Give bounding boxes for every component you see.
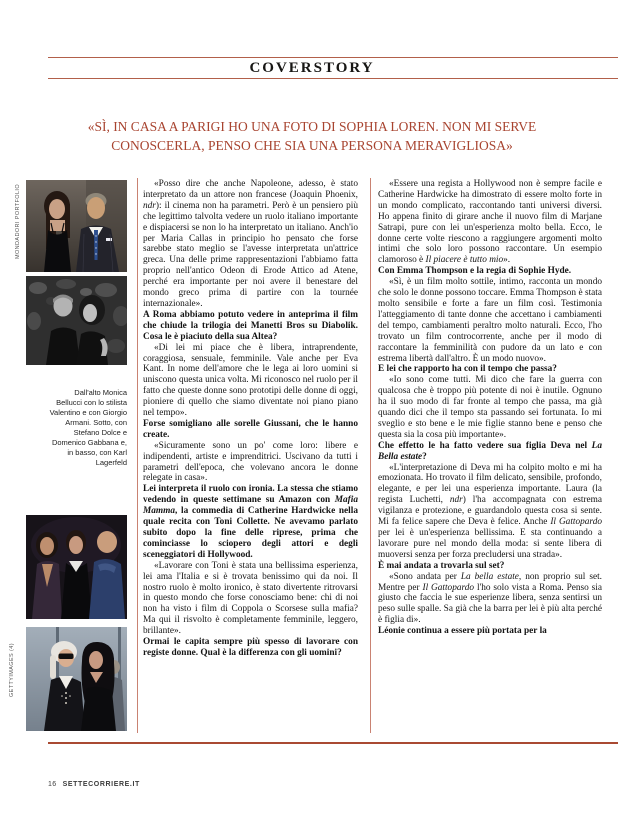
column-divider-center bbox=[370, 178, 371, 733]
pull-quote bbox=[60, 117, 564, 155]
column-divider-left bbox=[137, 178, 138, 733]
pull-quote-line-2: CONOSCERLA, PENSO CHE SIA UNA PERSONA MERAVIGLIOSA» bbox=[111, 138, 513, 153]
photo-bellucci-lagerfeld bbox=[26, 627, 127, 731]
pull-quote-line-1: «SÌ, IN CASA A PARIGI HO UNA FOTO DI SOPHIA LOREN. NON MI SERVE bbox=[87, 119, 537, 134]
interview-question: Che effetto le ha fatto vedere sua figlia Deva nel La Bella estate? bbox=[378, 440, 602, 462]
interview-answer: «Sì, è un film molto sottile, intimo, racconta un mondo che solo le donne possono toccare. Emma Thompson è stata molto sensibile e forte a fare un film così. Testimonia l'atteggiamento di tante donne che accettano i cambiamenti del tempo, cambiamenti peraltro molto naturali. Ecco, l'ho trovato un film controcorrente, anche per il modo di raccontare la femminilità con pudore da un lato e con estrema libertà dall'altro. È un modo nuovo». bbox=[378, 277, 602, 364]
interview-question: Forse somigliano alle sorelle Giussani, che le hanno create. bbox=[143, 418, 358, 440]
photo-bellucci-dolce-gabbana bbox=[26, 515, 127, 619]
interview-answer: «Lavorare con Toni è stata una bellissima esperienza, lei ama l'Italia e si è trovata benissimo qui da noi. Il nostro ruolo è molto ironico, è stato divertente ritrovarsi in questo mondo che forse conosciamo bene: chi di noi non ha visto i film di Coppola o Scorsese sulla mafia? Ma qui il risvolto è completamente femminile, leggero, brillante». bbox=[143, 560, 358, 637]
interview-question: Con Emma Thompson e la regia di Sophie Hyde. bbox=[378, 266, 572, 277]
interview-answer: «Di lei mi piace che è libera, intraprendente, coraggiosa, sensuale, femminile. Vale anche per Eva Kant. In nome dell'amore che le lega ai loro uomini si uniscono questa unica volta. Mi riconosco nel ruolo per il fatto che queste donne sono prototipi delle donne di oggi, pioniere di quello che siamo diventate noi piano piano nel tempo». bbox=[143, 342, 358, 419]
interview-answer: «Sono andata per La bella estate, non proprio sul set. Mentre per Il Gattopardo l'ho solo vista a Roma. Penso sia giusto che faccia le sue esperienze libera, senza sentirsi un peso sulle spalle. Sa già che la barra per lei è più alta perché è figlia di». bbox=[378, 571, 603, 626]
footer-rule bbox=[48, 742, 618, 744]
photo-caption: Dall'alto Monica Bellucci con lo stilista Valentino e con Giorgio Armani. Sotto, con Stefano Dolce e Domenico Gabbana e, in basso, con Karl Lagerfeld bbox=[49, 388, 127, 467]
interview-answer: «Io sono come tutti. Mi dico che fare la guerra con qualcosa che è troppo più potente di noi è inutile. Ognuno ha il suo modo di far fronte al tempo che passa, ma già quando dici che il tempo sta passando sei fortunata. Io mi sveglio e sto bene e le mie figlie stanno bene e penso che questa sia la cosa più importante». bbox=[378, 375, 602, 440]
interview-question: E lei che rapporto ha con il tempo che passa? bbox=[378, 364, 557, 375]
header-rule-top bbox=[48, 57, 618, 58]
footer bbox=[48, 781, 140, 788]
page-number: 16 bbox=[48, 781, 57, 788]
interview-answer: «Essere una regista a Hollywood non è sempre facile e Catherine Hardwicke ha dimostrato di essere molto forte in un mondo complicato, raccontando tanti universi diversi. Ho appena finito di girare anche il nuovo film di Marjane Satrapi, pure con lei un'esperienza molto bella. Ecco, le donne certe volte riescono a raggiungere argomenti molto intimi che solo loro possono raccontare. Un esempio clamoroso è Il piacere è tutto mio». bbox=[378, 179, 602, 266]
interview-question: Léonie continua a essere più portata per la bbox=[378, 626, 547, 637]
photo-credit-top: MONDADORI PORTFOLIO bbox=[15, 183, 21, 259]
interview-question: Ormai le capita sempre più spesso di lavorare con registe donne. Qual è la differenza con gli uomini? bbox=[143, 637, 358, 658]
interview-question: È mai andata a trovarla sul set? bbox=[378, 560, 505, 571]
article-column-2 bbox=[378, 179, 602, 637]
footer-site: SETTECORRIERE.IT bbox=[62, 781, 140, 788]
header-rule-bottom bbox=[48, 78, 618, 79]
photo-credit-bottom: GETTYIMAGES (4) bbox=[9, 643, 15, 697]
photo-bellucci-valentino bbox=[26, 180, 127, 272]
interview-question: Lei interpreta il ruolo con ironia. La stessa che stiamo vedendo in queste settimane su Amazon con Mafia Mamma, la commedia di Catherine Hardwicke nella quale recita con Toni Collette. Ne avevamo parlato subito dopo la fine delle riprese, prima che cominciasse lo sciopero degli attori e degli sceneggiatori di Hollywood. bbox=[143, 484, 358, 560]
interview-question: A Roma abbiamo potuto vedere in anteprima il film che chiude la trilogia dei Manetti Bros su Diabolik. Cosa le è piaciuto della sua Altea? bbox=[143, 309, 358, 342]
interview-answer: «L'interpretazione di Deva mi ha colpito molto e mi ha emozionata. Ho trovato il film delicato, sensibile, profondo, elegante, e per lei una esperienza importante. Laura (la regista Luchetti, ndr) l'ha accompagnata con estrema vigilanza e protezione, e guardandolo questa cosa si sente. Mi fa felice sapere che Deva è felice. Anche Il Gattopardo per lei è un'esperienza bellissima. E sta continuando a lavorare pure nel mondo della moda: si sente libera di muoversi senza per forza precludersi una strada». bbox=[378, 462, 602, 560]
photo-bellucci-armani bbox=[26, 276, 127, 365]
interview-answer: «Sicuramente sono un po' come loro: libere e indipendenti, artiste e imprenditrici. Uscivano da tutti i parametri dell'epoca, che volevano ancora le donne relegate in casa». bbox=[143, 440, 358, 484]
article-column-1 bbox=[143, 179, 358, 659]
page-title: COVERSTORY bbox=[249, 60, 375, 76]
interview-answer: «Posso dire che anche Napoleone, adesso, è stato interpretato da un attore non francese (Joaquin Phoenix, ndr): il cinema non ha parametri. Però è un pensiero più che legittimo talvolta vedere un ruolo italiano importante e dispiacersi se non lo ha interpretato un italiano. Anch'io per Maria Callas in principio ho pensato che forse sarebbe stato meglio se l'avesse interpretata un'attrice greca. Una delle prime rappresentazioni l'abbiamo fatta proprio nell'antico Odeon di Erode Attico ad Atene, perché era importante per noi avere il benestare del mondo greco prima di partire con la tournée internazionale». bbox=[143, 179, 358, 309]
